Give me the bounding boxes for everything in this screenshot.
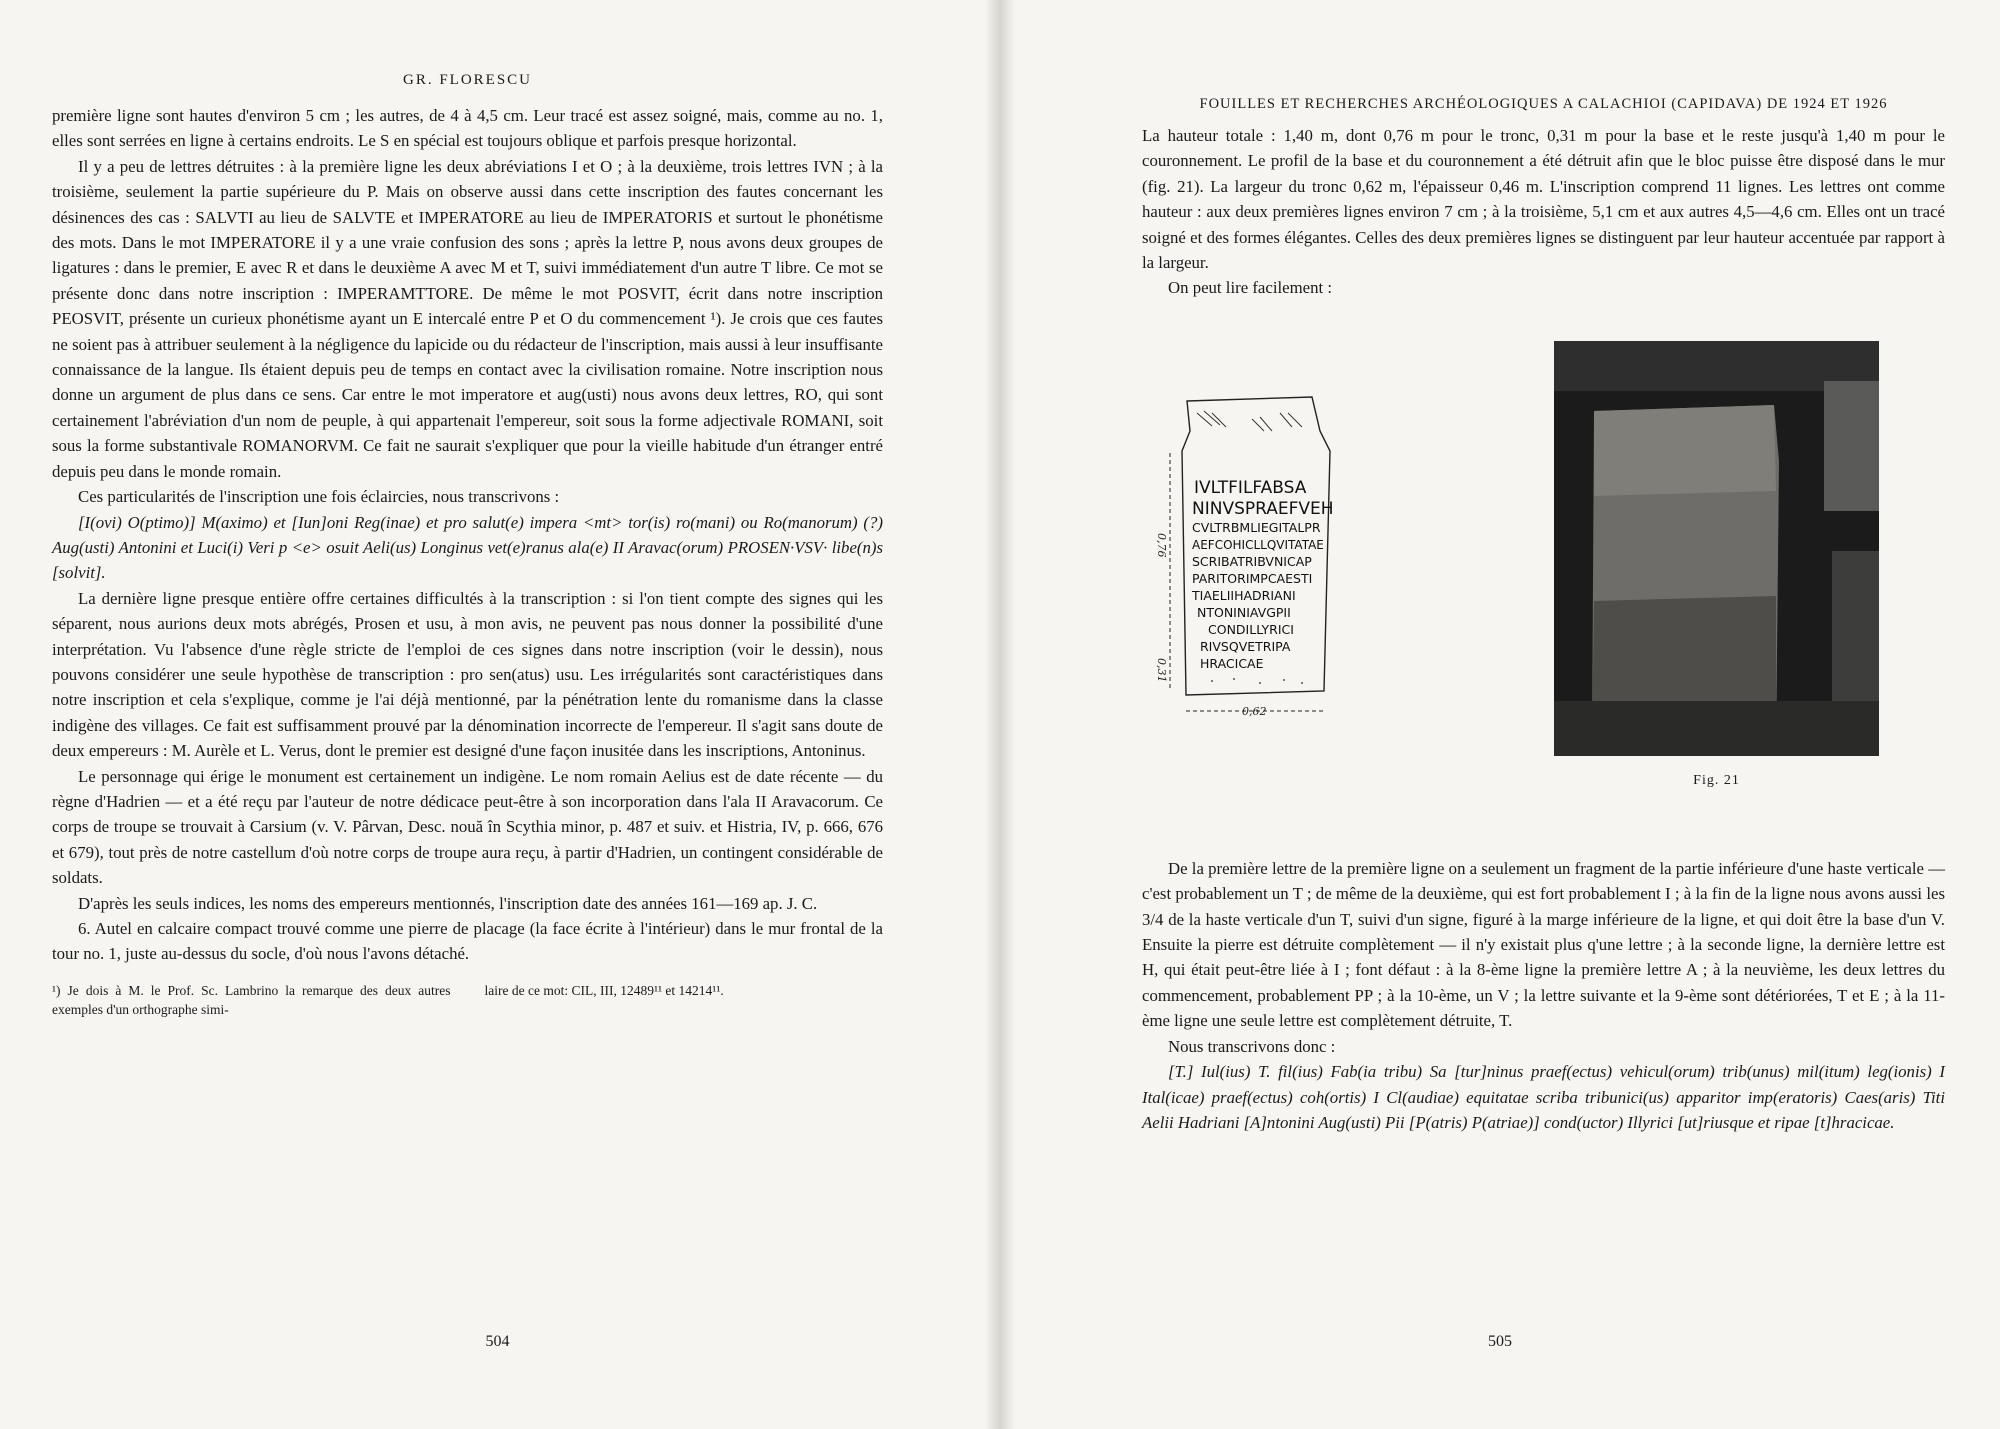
right-body-top — [1142, 123, 1945, 301]
transcription: [I(ovi) O(ptimo)] M(aximo) et [Iun]oni Reg(inae) et pro salut(e) impera <mt> tor(is) ro(mani) ou Ro(manorum) (?) Aug(usti) Antonini et Luci(i) Veri p <e> osuit Aeli(us) Longinus vet(e)ranus ala(e) II Aravac(orum) PROSEN·VSV· libe(n)s [solvit]. — [52, 512, 883, 583]
paragraph: La dernière ligne presque entière offre certaines difficultés à la transcription : si l'on tient compte des signes qui les séparent, nous aurions deux mots abrégés, Prosen et usu, à mon avis, ne peuvent pas nous donner la possibilité d'une interprétation. Vu l'absence d'une règle stricte de l'emploi de ces signes dans notre inscription (voir le dessin), nous pouvons considérer une seule hypothèse de transcription : pro sen(atus) usu. Les irrégularités sont caractéristiques dans notre inscription et cela s'explique, comme je l'ai déjà mentionné, par la pénétration lente du romanisme dans la classe indigène des villages. Ce fait est suffisamment prouvé par la dénomination incorrecte de l'empereur. Il s'agit sans doute de deux empereurs : M. Aurèle et L. Verus, dont le premier est designé d'une façon inusitée dans les inscriptions, Antoninus. — [52, 588, 883, 761]
paragraph: Il y a peu de lettres détruites : à la première ligne les deux abréviations I et O ; à la deuxième, trois lettres IVN ; à la troisième, seulement la partie supérieure du P. Mais on observe aussi dans cette inscription des fautes concernant les désinences des cas : SALVTI au lieu de SALVTE et IMPERATORE au lieu de IMPERATORIS et surtout le phonétisme des mots. Dans le mot IMPERATORE il y a une vraie confusion des sons ; après la lettre P, nous avons deux groupes de ligatures : dans le premier, E avec R et dans le deuxième A avec M et T, suivi immédiatement d'un autre T libre. Ce mot se présente donc dans notre inscription : IMPERAMTTORE. De même le mot POSVIT, écrit dans notre inscription PEOSVIT, présente un curieux phonétisme ayant un E intercalé entre P et O du commencement ¹). Je crois que ces fautes ne soient pas à attribuer seulement à la négligence du lapicide ou du rédacteur de l'inscription, mais aussi à leur insuffisante connaissance de la langue. Ils étaient depuis peu de temps en contact avec la civilisation romaine. Notre inscription nous donne un argument de plus dans ce sens. Car entre le mot imperatore et aug(usti) nous avons deux lettres, RO, qui sont certainement l'abréviation d'un nom de peuple, à qui appartenait l'empereur, soit sous la forme adjectivale ROMANI, soit sous la forme substantivale ROMANORVM. Ce fait ne saurait s'expliquer que pour la vieille habitude d'un étranger entré depuis peu dans le monde romain. — [52, 156, 883, 481]
altar-photograph — [1554, 341, 1879, 756]
footnote — [52, 981, 883, 1019]
left-body — [52, 103, 883, 967]
inscription-line: AEFCOHICLLQVITATAE — [1192, 537, 1324, 552]
paragraph: Le personnage qui érige le monument est certainement un indigène. Le nom romain Aelius est de date récente — du règne d'Hadrien — et a été reçu par l'auteur de notre dédicace peut-être à son incorporation dans l'ala II Aravacorum. Ce corps de troupe se trouvait à Carsium (v. V. Pârvan, Desc. nouă în Scythia minor, p. 487 et suiv. et Histria, IV, p. 666, 676 et 679), tout près de notre castellum d'où notre corps de troupe aura reçu, à partir d'Hadrien, un contingent considérable de soldats. — [52, 766, 883, 888]
inscription-line: TIAELIIHADRIANI — [1192, 587, 1296, 603]
inscription-line: NINVSPRAEFVEH — [1192, 498, 1334, 519]
dimension-base: 0,31 — [1155, 657, 1168, 683]
paragraph: première ligne sont hautes d'environ 5 cm ; les autres, de 4 à 4,5 cm. Leur tracé est assez soigné, mais, comme au no. 1, elles sont serrées en ligne à certains endroits. Le S en spécial est toujours oblique et parfois presque horizontal. — [52, 106, 883, 151]
figure-caption: Fig. 21 — [1693, 772, 1740, 788]
right-body-bottom — [1142, 856, 1945, 1135]
figure-21 — [1142, 311, 1945, 856]
transcription: [T.] Iul(ius) T. fil(ius) Fab(ia tribu) Sa [tur]ninus praef(ectus) vehicul(orum) trib(unus) mil(itum) leg(ionis) I Ital(icae) praef(ectus) coh(ortis) I Cl(audiae) equitatae scriba tribunici(us) apparitor imp(eratoris) Caes(aris) Titi Aelii Hadriani [A]ntonini Aug(usti) Pii [P(atris) P(atriae)] cond(uctor) Illyrici [ut]riusque et ripae [t]hracicae. — [1142, 1062, 1945, 1132]
paragraph: La hauteur totale : 1,40 m, dont 0,76 m pour le tronc, 0,31 m pour la base et le reste jusqu'à 1,40 m pour le couronnement. Le profil de la base et du couronnement a été détruit afin que le bloc puisse être disposé dans le mur (fig. 21). La largeur du tronc 0,62 m, l'épaisseur 0,46 m. L'inscription comprend 11 lignes. Les lettres ont comme hauteur : aux deux premières lignes environ 7 cm ; à la troisième, 5,1 cm et aux autres 4,5—4,6 cm. Elles ont un tracé soigné et des formes élégantes. Celles des deux premières lignes se distinguent par leur hauteur accentuée par rapport à la largeur. — [1142, 126, 1945, 273]
left-page — [0, 0, 995, 1429]
inscription-line: CVLTRBMLIEGITALPR — [1192, 519, 1321, 535]
dimension-width: 0,62 — [1242, 704, 1267, 718]
footnote-col-1: ¹) Je dois à M. le Prof. Sc. Lambrino la remarque des deux autres exemples d'un orthographe simi- — [52, 982, 451, 1017]
inscription-line: IVLTFILFABSA — [1194, 477, 1307, 498]
paragraph: De la première lettre de la première ligne on a seulement un fragment de la partie inférieure d'une haste verticale — c'est probablement un T ; de même de la deuxième, qui est fort probablement I ; à la fin de la ligne nous avons aussi les 3/4 de la haste verticale d'un T, suivi d'un signe, figuré à la marge inférieure de la ligne, et qui doit être la base d'un V. Ensuite la pierre est détruite complètement — il n'y existait plus q'une lettre ; à la seconde ligne, la dernière lettre est H, qui était peut-être liée à I ; font défaut : à la 8-ème ligne la première lettre A ; à la neuvième, les deux lettres du commencement, probablement PP ; à la 10-ème, un V ; la lettre suivante et la 9-ème sont détériorées, T et E ; à la 11-ème ligne une seule lettre est complètement détruite, T. — [1142, 858, 1945, 1031]
inscription-line: SCRIBATRIBVNICAP — [1192, 553, 1312, 569]
running-head-left: GR. FLORESCU — [402, 72, 533, 88]
book-gutter — [985, 0, 1015, 1429]
inscription-drawing — [1142, 391, 1392, 731]
page-number-left: 504 — [485, 1333, 510, 1350]
paragraph: 6. Autel en calcaire compact trouvé comme une pierre de placage (la face écrite à l'intérieur) dans le mur frontal de la tour no. 1, juste au-dessus du socle, d'où nous l'avons détaché. — [52, 919, 883, 964]
paragraph: D'après les seuls indices, les noms des empereurs mentionnés, l'inscription date des années 161—169 ap. J. C. — [78, 893, 818, 913]
right-page — [1000, 0, 2000, 1429]
inscription-line: HRACICAE — [1200, 655, 1264, 671]
paragraph: On peut lire facilement : — [1168, 278, 1333, 298]
paragraph: Ces particularités de l'inscription une fois éclaircies, nous transcrivons : — [78, 487, 560, 507]
footnote-col-2: laire de ce mot: CIL, III, 12489¹¹ et 14214¹¹. — [484, 982, 724, 998]
inscription-line: RIVSQVETRIPA — [1200, 638, 1291, 654]
inscription-line: CONDILLYRICI — [1208, 621, 1294, 637]
paragraph: Nous transcrivons donc : — [1168, 1036, 1336, 1056]
running-head-right: FOUILLES ET RECHERCHES ARCHÉOLOGIQUES A CALACHIOI (CAPIDAVA) DE 1924 ET 1926 — [1199, 96, 1888, 112]
inscription-line: NTONINIAVGPII — [1197, 604, 1291, 620]
inscription-line: PARITORIMPCAESTI — [1192, 570, 1313, 586]
page-number-right: 505 — [1488, 1333, 1512, 1350]
dimension-height: 0,76 — [1155, 532, 1168, 558]
